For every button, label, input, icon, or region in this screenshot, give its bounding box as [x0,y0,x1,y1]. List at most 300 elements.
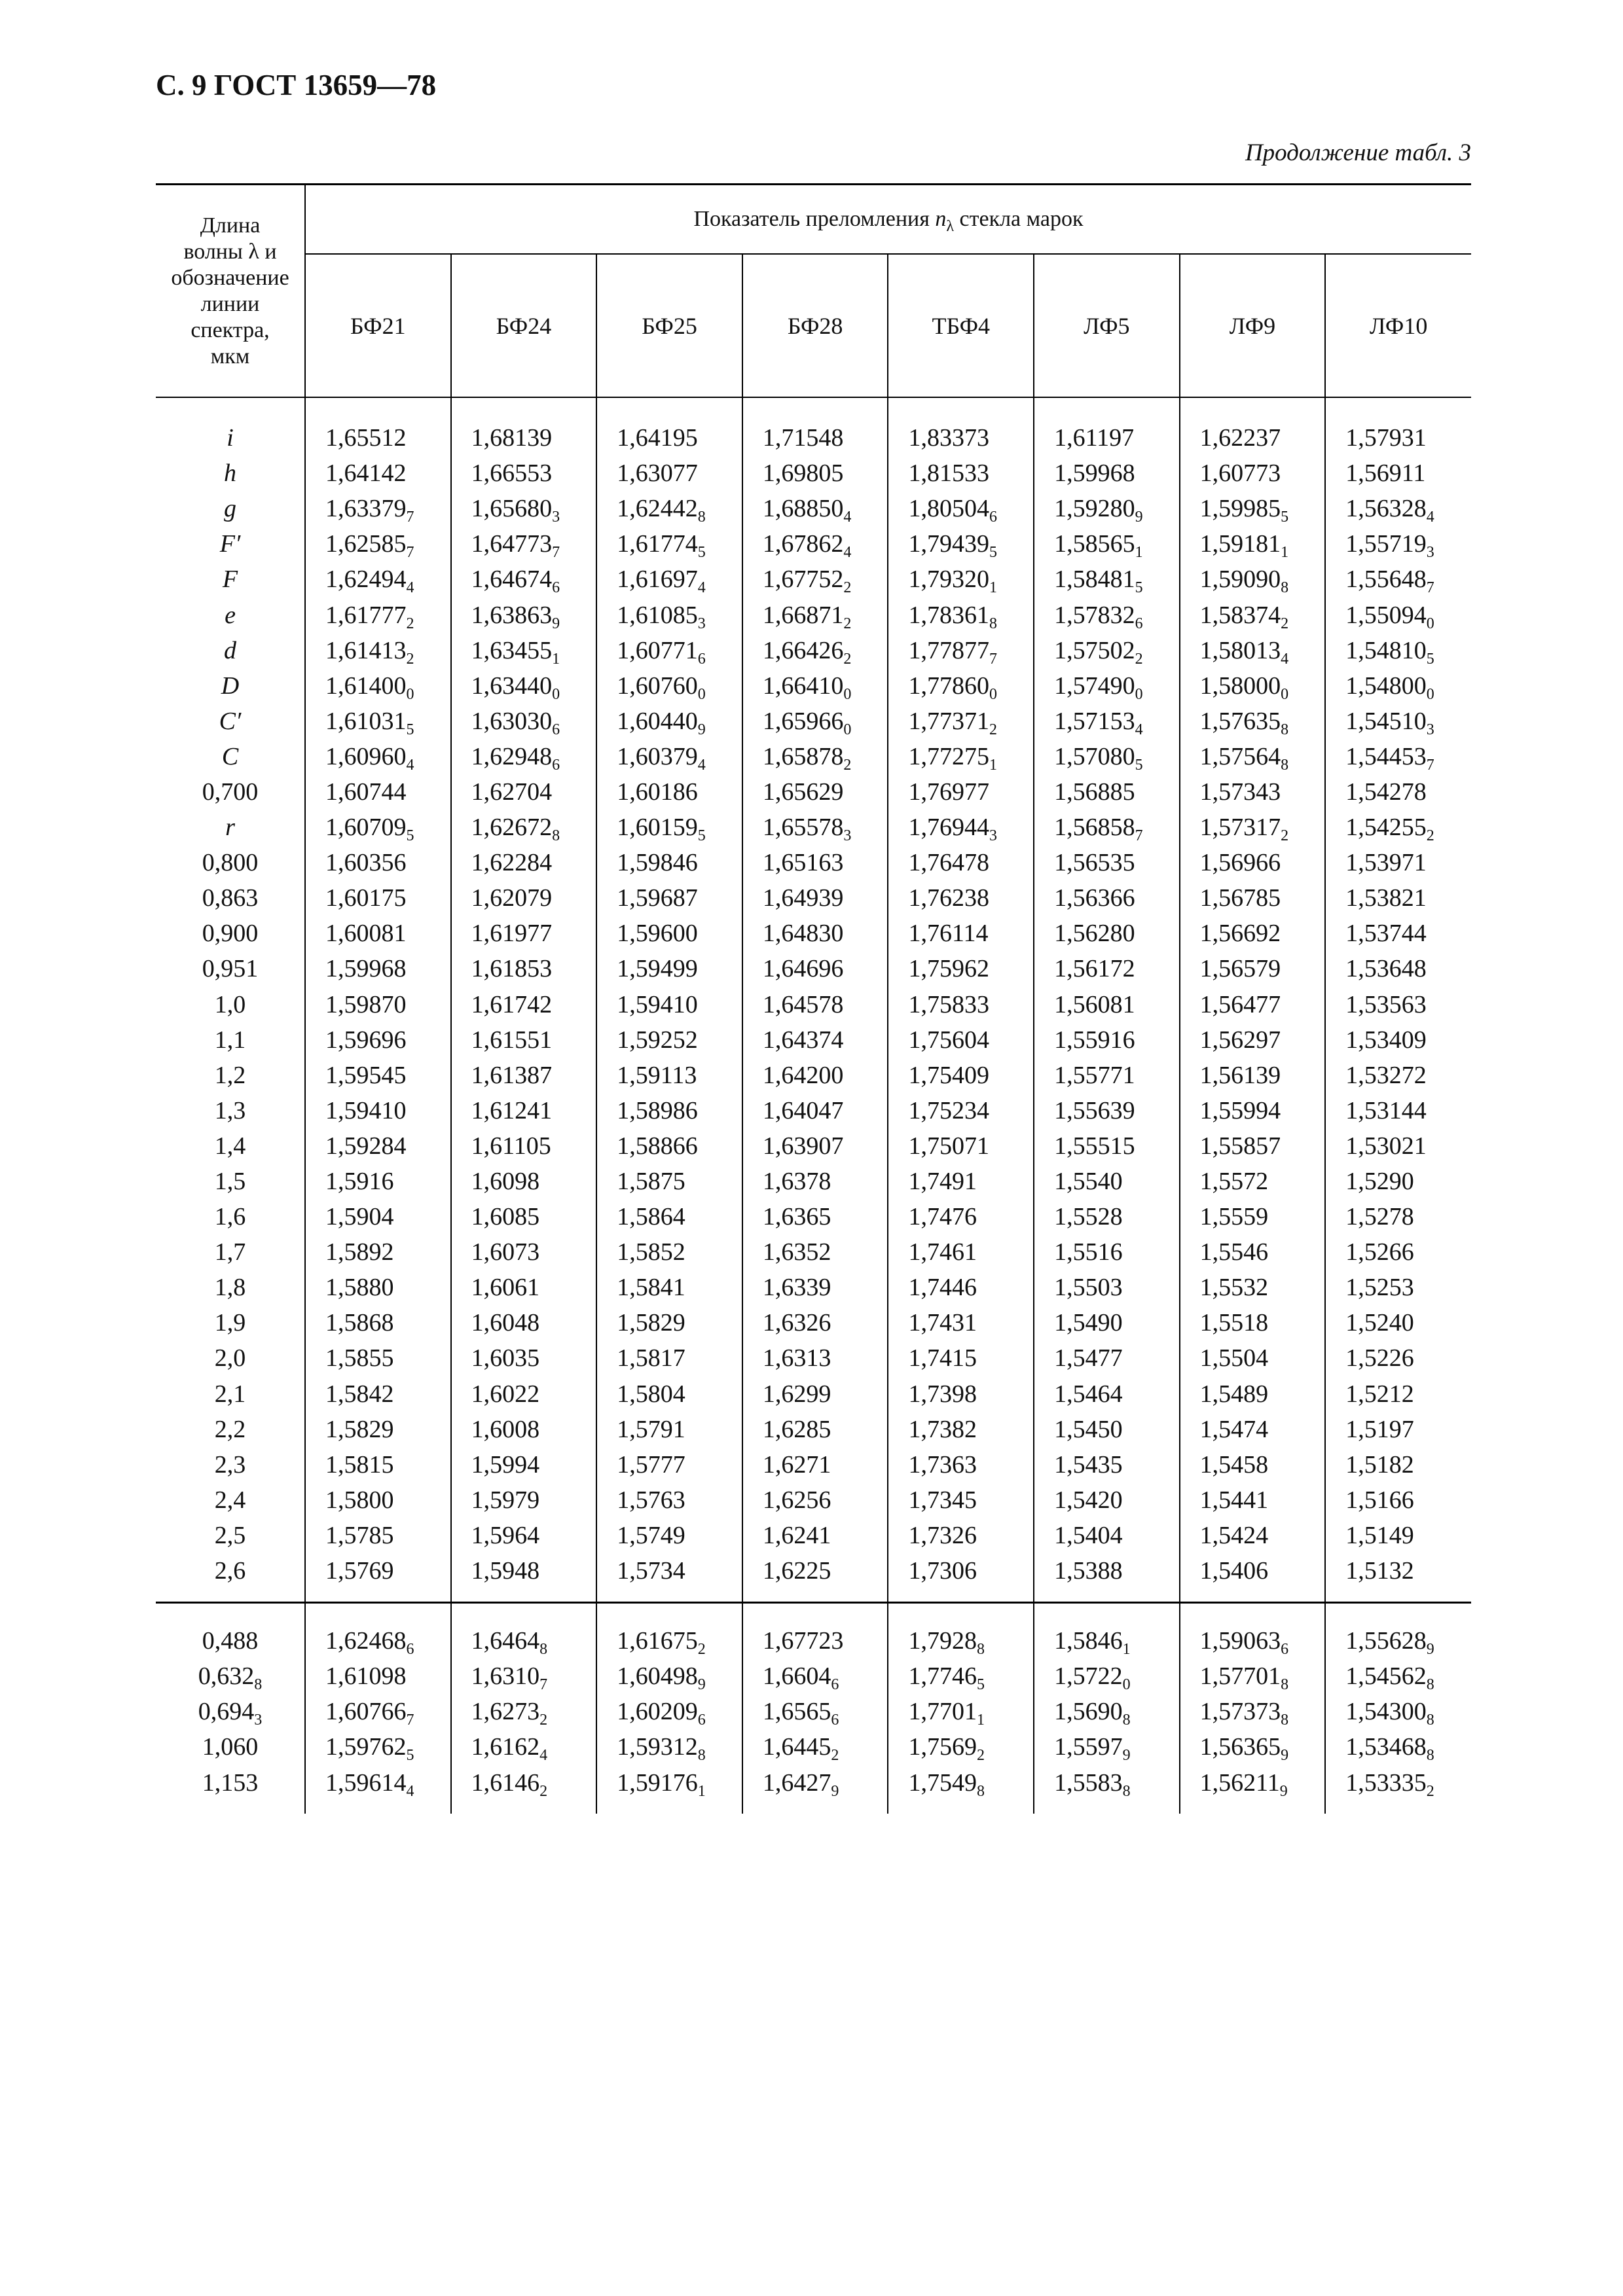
index-cell: $1,55719_3$ [1325,526,1471,562]
index-cell: $1,55094_0$ [1325,597,1471,632]
index-cell: 1,61241 [451,1093,597,1128]
index-cell: 1,7398 [888,1376,1034,1412]
index-cell: 1,59410 [305,1093,451,1128]
index-cell: 1,5504 [1180,1340,1326,1376]
index-cell: 1,56911 [1325,456,1471,491]
index-cell: 1,5182 [1325,1447,1471,1482]
wavelength-cell: 1,5 [214,1168,246,1196]
index-cell: $1,60760_0$ [596,668,742,704]
index-cell: 1,56280 [1034,916,1180,951]
table-row [156,597,1471,632]
table-row [156,1729,1471,1765]
index-cell: 1,60773 [1180,456,1326,491]
table-row [156,1659,1471,1694]
wavelength-cell: 1,8 [214,1274,246,1302]
index-cell: 1,6022 [451,1376,597,1412]
index-cell: $1,62672_8$ [451,810,597,845]
index-cell: $1,79439_5$ [888,526,1034,562]
index-cell: 1,59600 [596,916,742,951]
index-cell: 1,61098 [305,1659,451,1694]
index-cell: 1,62079 [451,880,597,916]
wavelength-cell: 0,488 [202,1627,259,1655]
index-cell: 1,59696 [305,1022,451,1058]
index-cell: 1,6256 [742,1482,888,1518]
index-cell: 1,64374 [742,1022,888,1058]
table-row [156,810,1471,845]
index-cell: 1,5559 [1180,1199,1326,1234]
index-cell: 1,5829 [305,1412,451,1447]
table-row [156,562,1471,597]
index-cell: $1,58000_0$ [1180,668,1326,704]
table-row [156,1058,1471,1093]
index-cell: $1,57373_8$ [1180,1694,1326,1729]
index-cell: 1,64939 [742,880,888,916]
index-cell: 1,56477 [1180,987,1326,1022]
index-cell: $1,53468_8$ [1325,1729,1471,1765]
index-cell: 1,6271 [742,1447,888,1482]
index-cell: 1,76478 [888,845,1034,880]
index-cell: 1,57931 [1325,420,1471,456]
index-cell: $1,63455_1$ [451,633,597,668]
group-header [305,185,1471,255]
index-cell: $1,62948_6$ [451,739,597,774]
index-cell: 1,55916 [1034,1022,1180,1058]
page-header: С. 9 ГОСТ 13659—78 [156,69,437,101]
wavelength-cell: 0,700 [202,778,259,806]
index-cell: 1,5769 [305,1553,451,1588]
index-cell: 1,62704 [451,774,597,810]
table-row [156,704,1471,739]
index-cell: $1,54510_3$ [1325,704,1471,739]
index-cell: 1,68139 [451,420,597,456]
index-cell: 1,65163 [742,845,888,880]
index-cell: 1,5503 [1034,1270,1180,1305]
index-cell: 1,7363 [888,1447,1034,1482]
index-cell: 1,5804 [596,1376,742,1412]
column-header: БФ28 [742,254,888,397]
table-row [156,456,1471,491]
index-cell: $1,65966_0$ [742,704,888,739]
stub-header-line: мкм [210,344,250,368]
index-cell: 1,71548 [742,420,888,456]
index-cell: 1,59284 [305,1128,451,1164]
table-row [156,1199,1471,1234]
index-cell: 1,53648 [1325,951,1471,986]
index-cell: $1,54453_7$ [1325,739,1471,774]
index-cell: 1,64578 [742,987,888,1022]
index-cell: $1,54800_0$ [1325,668,1471,704]
index-cell: 1,5841 [596,1270,742,1305]
index-cell: 1,5829 [596,1305,742,1340]
index-cell: $1,56211_9$ [1180,1765,1326,1800]
wavelength-cell: h [224,459,236,488]
index-cell: 1,5964 [451,1518,597,1553]
index-cell: $1,7549_8$ [888,1765,1034,1800]
table-row [156,1340,1471,1376]
index-cell: $1,58013_4$ [1180,633,1326,668]
index-cell: $1,60960_4$ [305,739,451,774]
index-cell: 1,53272 [1325,1058,1471,1093]
index-cell: 1,56366 [1034,880,1180,916]
index-cell: $1,76944_3$ [888,810,1034,845]
index-cell: $1,54300_8$ [1325,1694,1471,1729]
index-cell: 1,75833 [888,987,1034,1022]
index-cell: 1,5864 [596,1199,742,1234]
index-cell: 1,5477 [1034,1340,1180,1376]
index-cell: 1,59499 [596,951,742,986]
index-cell: 1,5791 [596,1412,742,1447]
index-cell: $1,59614_4$ [305,1765,451,1800]
index-cell: $1,59181_1$ [1180,526,1326,562]
index-cell: $1,56858_7$ [1034,810,1180,845]
index-cell: $1,57564_8$ [1180,739,1326,774]
index-cell: 1,5404 [1034,1518,1180,1553]
index-cell: 1,59252 [596,1022,742,1058]
wavelength-cell: 0,951 [202,955,259,983]
index-cell: 1,75409 [888,1058,1034,1093]
index-cell: 1,5290 [1325,1164,1471,1199]
index-cell: 1,55771 [1034,1058,1180,1093]
index-cell: 1,5540 [1034,1164,1180,1199]
index-cell: 1,5842 [305,1376,451,1412]
index-cell: $1,5690_8$ [1034,1694,1180,1729]
index-cell: $1,62442_8$ [596,491,742,526]
wavelength-cell: 2,6 [214,1557,246,1585]
index-cell: 1,5212 [1325,1376,1471,1412]
index-cell: 1,60081 [305,916,451,951]
index-cell: 1,81533 [888,456,1034,491]
index-cell: $1,66410_0$ [742,668,888,704]
index-cell: 1,5490 [1034,1305,1180,1340]
index-cell: $1,59762_5$ [305,1729,451,1765]
index-cell: $1,67862_4$ [742,526,888,562]
index-cell: 1,5875 [596,1164,742,1199]
index-cell: $1,57153_4$ [1034,704,1180,739]
column-header: ЛФ9 [1180,254,1326,397]
index-cell: 1,62237 [1180,420,1326,456]
index-cell: 1,6225 [742,1553,888,1588]
index-cell: 1,59113 [596,1058,742,1093]
index-cell: 1,62284 [451,845,597,880]
index-cell: $1,63030_6$ [451,704,597,739]
index-cell: $1,59176_1$ [596,1765,742,1800]
stub-header-line: обозначение [171,265,289,290]
wavelength-cell: 2,5 [214,1521,246,1549]
wavelength-cell: 1,0 [214,990,246,1018]
index-cell: 1,61977 [451,916,597,951]
index-cell: 1,6285 [742,1412,888,1447]
index-cell: 1,6241 [742,1518,888,1553]
index-cell: $1,61697_4$ [596,562,742,597]
index-cell: 1,76114 [888,916,1034,951]
index-cell: $1,61774_5$ [596,526,742,562]
index-cell: 1,6061 [451,1270,597,1305]
table-row [156,774,1471,810]
index-cell: 1,61387 [451,1058,597,1093]
index-cell: $1,63440_0$ [451,668,597,704]
index-cell: $1,5846_1$ [1034,1623,1180,1659]
index-cell: $1,57701_8$ [1180,1659,1326,1694]
wavelength-cell: 1,3 [214,1096,246,1124]
index-cell: 1,75234 [888,1093,1034,1128]
index-cell: 1,56081 [1034,987,1180,1022]
index-cell: $1,54810_5$ [1325,633,1471,668]
index-cell: 1,6035 [451,1340,597,1376]
index-cell: $1,63379_7$ [305,491,451,526]
index-cell: $1,77877_7$ [888,633,1034,668]
wavelength-cell: 1,2 [214,1061,246,1089]
index-cell: 1,55994 [1180,1093,1326,1128]
index-cell: 1,5800 [305,1482,451,1518]
wavelength-cell: 0,800 [202,849,259,877]
index-cell: 1,5880 [305,1270,451,1305]
index-cell: $1,7569_2$ [888,1729,1034,1765]
index-cell: 1,7326 [888,1518,1034,1553]
index-cell: 1,60186 [596,774,742,810]
index-cell: 1,59687 [596,880,742,916]
wavelength-cell: 2,1 [214,1380,246,1408]
index-cell: $1,62494_4$ [305,562,451,597]
index-cell: 1,5253 [1325,1270,1471,1305]
wavelength-cell: 1,7 [214,1238,246,1266]
wavelength-cell: 1,153 [202,1768,259,1797]
index-cell: 1,5266 [1325,1234,1471,1270]
index-cell: 1,5785 [305,1518,451,1553]
index-cell: 1,56579 [1180,951,1326,986]
wavelength-cell: F′ [219,530,241,558]
index-cell: 1,63907 [742,1128,888,1164]
index-cell: $1,80504_6$ [888,491,1034,526]
index-cell: 1,5892 [305,1234,451,1270]
column-header: БФ25 [596,254,742,397]
index-cell: $1,61675_2$ [596,1623,742,1659]
index-cell: $1,7746_5$ [888,1659,1034,1694]
table-row [156,668,1471,704]
index-cell: $1,78361_8$ [888,597,1034,632]
table-row [156,1128,1471,1164]
index-cell: 1,5278 [1325,1199,1471,1234]
table-row [156,1234,1471,1270]
index-cell: 1,5852 [596,1234,742,1270]
index-cell: $1,6427_9$ [742,1765,888,1800]
index-cell: 1,75604 [888,1022,1034,1058]
index-cell: 1,5528 [1034,1199,1180,1234]
table-row [156,526,1471,562]
index-cell: 1,5474 [1180,1412,1326,1447]
index-cell: $1,66871_2$ [742,597,888,632]
index-cell: 1,5435 [1034,1447,1180,1482]
index-cell: $1,60440_9$ [596,704,742,739]
table-row [156,1022,1471,1058]
index-cell: 1,5424 [1180,1518,1326,1553]
index-cell: 1,61197 [1034,420,1180,456]
wavelength-cell: 0,900 [202,920,259,948]
index-cell: 1,69805 [742,456,888,491]
column-header: ЛФ5 [1034,254,1180,397]
refractive-index-table [156,183,1471,1814]
index-cell: $1,57490_0$ [1034,668,1180,704]
index-cell: $1,56328_4$ [1325,491,1471,526]
wavelength-cell: 1,4 [214,1132,246,1160]
index-cell: 1,66553 [451,456,597,491]
index-cell: 1,56535 [1034,845,1180,880]
wavelength-cell: $0,632_8$ [198,1662,263,1694]
index-cell: 1,5518 [1180,1305,1326,1340]
wavelength-cell: D [221,672,240,700]
wavelength-cell: 1,9 [214,1309,246,1337]
index-cell: $1,6146_2$ [451,1765,597,1800]
index-cell: $1,58565_1$ [1034,526,1180,562]
index-cell: $1,7928_8$ [888,1623,1034,1659]
index-cell: 1,61742 [451,987,597,1022]
group-header-suffix: стекла марок [959,207,1084,231]
index-cell: $1,64674_6$ [451,562,597,597]
index-cell: $1,63863_9$ [451,597,597,632]
index-cell: $1,61400_0$ [305,668,451,704]
index-cell: 1,60744 [305,774,451,810]
index-cell: 1,64200 [742,1058,888,1093]
wavelength-cell: 0,863 [202,884,259,912]
wavelength-cell: e [225,601,236,629]
index-cell: 1,64142 [305,456,451,491]
index-cell: 1,55857 [1180,1128,1326,1164]
group-header-symbol: n [935,207,947,231]
index-cell: 1,5868 [305,1305,451,1340]
index-cell: $1,67752_2$ [742,562,888,597]
index-cell: 1,5532 [1180,1270,1326,1305]
index-cell: $1,56365_9$ [1180,1729,1326,1765]
index-cell: 1,56966 [1180,845,1326,880]
index-cell: 1,64830 [742,916,888,951]
index-cell: $1,65578_3$ [742,810,888,845]
index-cell: $1,61031_5$ [305,704,451,739]
index-cell: $1,6464_8$ [451,1623,597,1659]
wavelength-cell: C′ [219,707,242,735]
index-cell: 1,55515 [1034,1128,1180,1164]
index-cell: $1,79320_1$ [888,562,1034,597]
index-cell: 1,5441 [1180,1482,1326,1518]
index-cell: 1,75071 [888,1128,1034,1164]
index-cell: 1,65512 [305,420,451,456]
index-cell: $1,6565_6$ [742,1694,888,1729]
index-cell: 1,76238 [888,880,1034,916]
index-cell: $1,54562_8$ [1325,1659,1471,1694]
index-cell: 1,5734 [596,1553,742,1588]
index-cell: 1,64047 [742,1093,888,1128]
index-cell: 1,64195 [596,420,742,456]
index-cell: 1,59968 [305,951,451,986]
index-cell: $1,5583_8$ [1034,1765,1180,1800]
table-row [156,880,1471,916]
table-row [156,1270,1471,1305]
table-row [156,1623,1471,1659]
column-header: БФ24 [451,254,597,397]
index-cell: 1,53821 [1325,880,1471,916]
table-row [156,1694,1471,1729]
index-cell: 1,53744 [1325,916,1471,951]
table-row [156,491,1471,526]
group-header-sub: λ [946,218,955,235]
index-cell: 1,6008 [451,1412,597,1447]
index-cell: 1,5749 [596,1518,742,1553]
wavelength-cell: d [224,636,236,664]
index-cell: $1,5722_0$ [1034,1659,1180,1694]
index-cell: 1,65629 [742,774,888,810]
table-row [156,1518,1471,1553]
index-cell: 1,5763 [596,1482,742,1518]
index-cell: $1,77371_2$ [888,704,1034,739]
index-cell: $1,6273_2$ [451,1694,597,1729]
table-row [156,1765,1471,1800]
index-cell: $1,60159_5$ [596,810,742,845]
table-row [156,916,1471,951]
index-cell: $1,6604_6$ [742,1659,888,1694]
wavelength-cell: 2,0 [214,1344,246,1372]
index-cell: 1,6098 [451,1164,597,1199]
index-cell: 1,6326 [742,1305,888,1340]
index-cell: 1,5458 [1180,1447,1326,1482]
stub-header-line: спектра, [191,317,270,342]
index-cell: 1,6048 [451,1305,597,1340]
table-continuation-note: Продолжение табл. 3 [1245,139,1471,166]
index-cell: 1,7491 [888,1164,1034,1199]
index-cell: $1,66426_2$ [742,633,888,668]
index-cell: 1,5406 [1180,1553,1326,1588]
index-cell: 1,5817 [596,1340,742,1376]
index-cell: 1,5420 [1034,1482,1180,1518]
index-cell: 1,7446 [888,1270,1034,1305]
index-cell: $1,57502_2$ [1034,633,1180,668]
table-row [156,739,1471,774]
index-cell: 1,56692 [1180,916,1326,951]
index-cell: 1,6085 [451,1199,597,1234]
index-cell: $1,53335_2$ [1325,1765,1471,1800]
index-cell: $1,68850_4$ [742,491,888,526]
index-cell: 1,6378 [742,1164,888,1199]
index-cell: 1,5240 [1325,1305,1471,1340]
index-cell: 1,67723 [742,1623,888,1659]
index-cell: $1,77275_1$ [888,739,1034,774]
index-cell: 1,5546 [1180,1234,1326,1270]
index-cell: 1,59968 [1034,456,1180,491]
index-cell: $1,60379_4$ [596,739,742,774]
index-cell: 1,63077 [596,456,742,491]
index-cell: $1,59312_8$ [596,1729,742,1765]
index-cell: 1,55639 [1034,1093,1180,1128]
index-cell: 1,5197 [1325,1412,1471,1447]
index-cell: $1,64773_7$ [451,526,597,562]
index-cell: $1,61413_2$ [305,633,451,668]
group-header-prefix: Показатель преломления [693,207,930,231]
table-row [156,987,1471,1022]
index-cell: $1,57832_6$ [1034,597,1180,632]
index-cell: 1,7382 [888,1412,1034,1447]
index-cell: $1,54255_2$ [1325,810,1471,845]
index-cell: 1,5815 [305,1447,451,1482]
index-cell: $1,60766_7$ [305,1694,451,1729]
index-cell: 1,56885 [1034,774,1180,810]
index-cell: 1,5855 [305,1340,451,1376]
index-cell: $1,62585_7$ [305,526,451,562]
index-cell: $1,77860_0$ [888,668,1034,704]
index-cell: $1,59985_5$ [1180,491,1326,526]
index-cell: 1,5979 [451,1482,597,1518]
column-header: ЛФ10 [1325,254,1471,397]
index-cell: 1,5994 [451,1447,597,1482]
table-row [156,1482,1471,1518]
table-row [156,1164,1471,1199]
index-cell: 1,5516 [1034,1234,1180,1270]
